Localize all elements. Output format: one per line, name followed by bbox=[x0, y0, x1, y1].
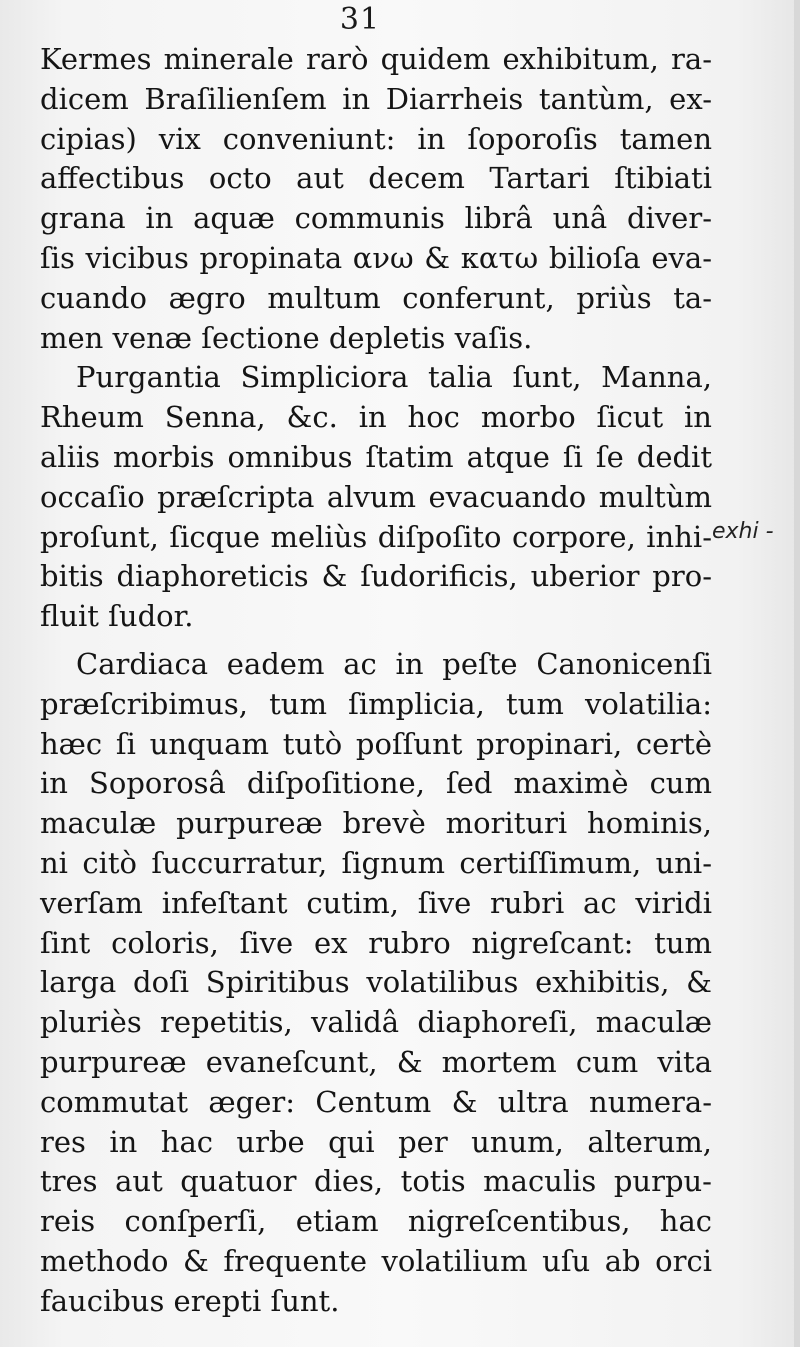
paragraph-1 bbox=[40, 40, 712, 358]
text-line: in Soporosâ diſpoſitione, ſed maximè cum bbox=[40, 766, 712, 801]
text-line: Kermes minerale rarò quidem exhibitum, ra- bbox=[40, 42, 712, 76]
text-line: Rheum Senna, &c. in hoc morbo ſicut in bbox=[40, 400, 712, 435]
text-line: dicem Braſilienſem in Diarrheis tantùm, ex- bbox=[40, 81, 712, 116]
text-line: grana in aquæ communis librâ unâ diver- bbox=[40, 201, 712, 236]
text-line: reis conſperſi, etiam nigreſcentibus, hac bbox=[40, 1204, 712, 1239]
body-text bbox=[40, 40, 712, 1322]
paragraph-3 bbox=[40, 645, 712, 1322]
text-line: methodo & frequente volatilium uſu ab orci bbox=[40, 1243, 712, 1278]
text-line: bitis diaphoreticis & ſudorificis, uberior pro- bbox=[40, 559, 712, 594]
text-line: cipias) vix conveniunt: in ſoporoſis tamen bbox=[40, 121, 712, 156]
handwritten-margin-note: exhi - bbox=[712, 519, 774, 544]
text-line: fluit ſudor. bbox=[40, 599, 194, 634]
text-line: aliis morbis omnibus ſtatim atque ſi ſe dedit bbox=[40, 439, 712, 474]
text-line: proſunt, ſicque meliùs diſpoſito corpore, inhi- bbox=[40, 519, 712, 554]
text-line: præſcribimus, tum ſimplicia, tum volatilia: bbox=[40, 686, 712, 721]
text-line: faucibus erepti ſunt. bbox=[40, 1283, 340, 1318]
text-line: larga doſi Spiritibus volatilibus exhibitis, & bbox=[40, 965, 712, 1000]
text-line: commutat æger: Centum & ultra numera- bbox=[40, 1084, 712, 1119]
text-line: ſis vicibus propinata ανω & κατω bilioſa eva- bbox=[40, 240, 712, 275]
text-line: Purgantia Simpliciora talia ſunt, Manna, bbox=[76, 360, 712, 395]
text-line: pluriès repetitis, validâ diaphoreſi, maculæ bbox=[40, 1005, 712, 1040]
text-line: affectibus octo aut decem Tartari ſtibiati bbox=[40, 161, 712, 196]
text-line: occaſio præſcripta alvum evacuando multùm bbox=[40, 479, 712, 514]
page-number: 31 bbox=[339, 2, 381, 37]
text-line: ni citò ſuccurratur, ſignum certiſſimum, uni- bbox=[40, 845, 712, 880]
text-line: purpureæ evaneſcunt, & mortem cum vita bbox=[40, 1044, 712, 1079]
text-line: verſam infeſtant cutim, ſive rubri ac viridi bbox=[40, 885, 712, 920]
paragraph-2 bbox=[40, 358, 712, 637]
text-line: hæc ſi unquam tutò poſſunt propinari, certè bbox=[40, 726, 712, 761]
text-line: res in hac urbe qui per unum, alterum, bbox=[40, 1124, 712, 1159]
text-line: cuando ægro multum conferunt, priùs ta- bbox=[40, 280, 712, 315]
page-edge-shadow bbox=[794, 0, 800, 1347]
text-line: Cardiaca eadem ac in peſte Canonicenſi bbox=[76, 646, 712, 681]
text-line: men venæ ſectione depletis vaſis. bbox=[40, 320, 533, 355]
text-line: tres aut quatuor dies, totis maculis purpu- bbox=[40, 1164, 712, 1199]
text-line: ſint coloris, ſive ex rubro nigreſcant: tum bbox=[40, 925, 712, 960]
paragraph-gap bbox=[40, 637, 712, 645]
text-line: maculæ purpureæ brevè morituri hominis, bbox=[40, 806, 712, 841]
